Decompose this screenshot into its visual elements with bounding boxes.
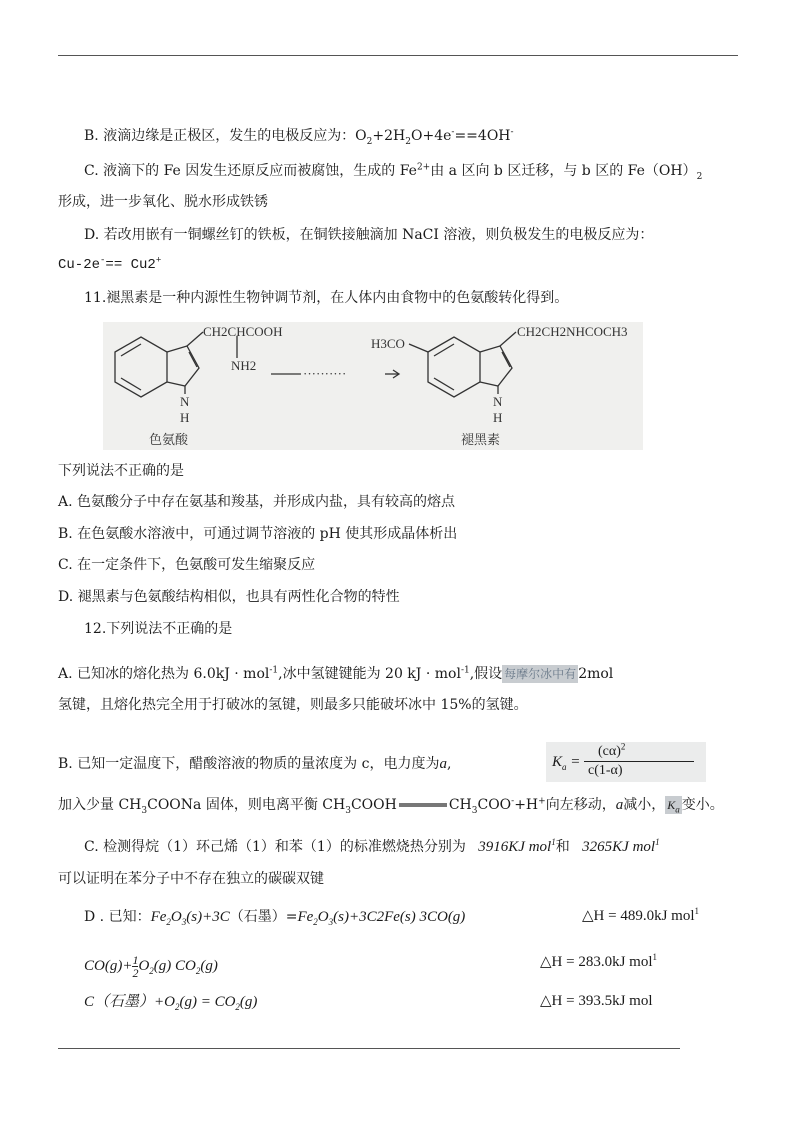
q11-prompt: 下列说法不正确的是 bbox=[58, 463, 184, 479]
q12-dh3: △H = 393.5kJ mol bbox=[540, 993, 653, 1009]
option-c-line: C. 液滴下的 Fe 因发生还原反应而被腐蚀，生成的 $Fe^{2+}$由 a 区向 b 区迁移，与 b 区的 $Fe(OH)_2$ bbox=[84, 162, 703, 182]
arrow-dots: ·········· bbox=[303, 366, 347, 381]
option-d-continued: Cu-2e-== Cu2+ bbox=[58, 255, 162, 273]
q12-option-a-continued: 氢键，且熔化热完全用于打破冰的氢键，则最多只能破坏冰中 15%的氢键。 bbox=[58, 697, 528, 713]
ka-scan-patch: $K_a$ bbox=[667, 798, 680, 815]
right-caption: 褪黑素 bbox=[461, 432, 501, 447]
scanned-text-patch: 每摩尔冰中有 bbox=[504, 667, 577, 681]
q11-option-a: A. 色氨酸分子中存在氨基和羧基，并形成内盐，具有较高的熔点 bbox=[58, 494, 456, 510]
q11-option-d: D. 褪黑素与色氨酸结构相似，也具有两性化合物的特性 bbox=[58, 589, 400, 605]
q12-dh1: △H = 489.0kJ mol$^1$ bbox=[582, 906, 699, 924]
q11-option-c: C. 在一定条件下，色氨酸可发生缩聚反应 bbox=[58, 557, 316, 573]
right-h3co-label: H3CO bbox=[371, 336, 405, 351]
option-b-line: B. 液滴边缘是正极区，发生的电极反应为：$O_2+2H_2O+4e^-==4OH^-$ bbox=[84, 127, 514, 147]
left-n-label: N bbox=[180, 394, 190, 409]
left-h-label: H bbox=[180, 410, 190, 425]
q11-option-b: B. 在色氨酸水溶液中，可通过调节溶液的 pH 使其形成晶体析出 bbox=[58, 526, 458, 542]
q12-option-d-eq3: C（石墨）$+O_2(g) = CO_2(g)$ bbox=[84, 994, 258, 1012]
ka-numerator: $(c\alpha)^2$ bbox=[598, 741, 626, 759]
reaction-scheme-svg bbox=[103, 322, 643, 450]
option-d-line: D. 若改用嵌有一铜螺丝钉的铁板，在铜铁接触滴加 NaCI 溶液，则负极发生的电极反应为： bbox=[84, 227, 654, 243]
q12-option-a: A. 已知冰的熔化热为 6.0kJ · mol$^{-1}$,冰中氢键键能为 20 kJ · mol$^{-1}$,假设 每摩尔冰中有 2mol bbox=[58, 665, 614, 682]
question-12: 12.下列说法不正确的是 bbox=[84, 621, 233, 637]
q12-option-b-continued: 加入少量 $CH_3COONa$ 固体，则电离平衡 $CH_3COOH$ $CH_3COO^-+H^+$向左移动，a减小， $K_a$ 变小。 bbox=[58, 796, 724, 816]
right-sidechain-label: CH2CH2NHCOCH3 bbox=[517, 324, 628, 339]
question-11: 11.褪黑素是一种内源性生物钟调节剂，在人体内由食物中的色氨酸转化得到。 bbox=[84, 290, 569, 306]
ka-formula-box: $K_a$ = $(c\alpha)^2$ c(1-α) bbox=[546, 742, 706, 782]
right-n-label: N bbox=[493, 394, 503, 409]
q12-option-d-eq2: CO(g)+ $\frac{1}{2}$ $O_2(g)$ $CO_2(g)$ bbox=[84, 953, 218, 980]
one-half-fraction: $\frac{1}{2}$ bbox=[132, 953, 139, 980]
right-h-label: H bbox=[493, 410, 503, 425]
q12-option-d-eq1: D . 已知：$Fe_2O_3(s)+3C$（石墨）$=Fe_2O_3(s)+3C2Fe(s)$ 3CO(g) bbox=[84, 909, 466, 927]
equilibrium-arrow-patch bbox=[399, 803, 447, 807]
q12-option-c: C. 检测得烷（1）环己烯（1）和苯（1）的标准燃烧热分别为 3916KJ mol$^1$和 3265KJ mol$^1$ bbox=[84, 837, 660, 855]
q12-dh2: △H = 283.0kJ mol$^1$ bbox=[540, 952, 657, 970]
bottom-rule bbox=[58, 1048, 680, 1049]
left-caption: 色氨酸 bbox=[149, 432, 189, 447]
option-c-continued: 形成，进一步氧化、脱水形成铁锈 bbox=[58, 194, 268, 210]
top-rule bbox=[58, 55, 738, 56]
q12-option-b: B. 已知一定温度下，醋酸溶液的物质的量浓度为 c，电力度为a, bbox=[58, 756, 452, 772]
q12-option-c-continued: 可以证明在苯分子中不存在独立的碳碳双键 bbox=[58, 871, 324, 887]
left-nh2-label: NH2 bbox=[231, 358, 257, 373]
left-sidechain-label: CH2CHCOOH bbox=[203, 324, 283, 339]
reaction-figure bbox=[103, 322, 643, 450]
ka-denominator: c(1-α) bbox=[588, 763, 623, 778]
